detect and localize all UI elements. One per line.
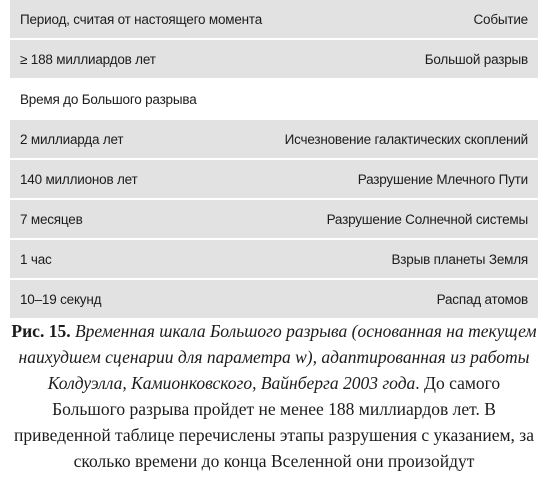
table-row <box>10 120 538 158</box>
row-period: 7 месяцев <box>20 211 83 227</box>
figure-caption <box>10 318 538 474</box>
caption-lead: Рис. 15. <box>11 321 71 341</box>
row-period: ≥ 188 миллиардов лет <box>20 51 156 67</box>
row-period: 140 миллионов лет <box>20 171 138 187</box>
row-event: Взрыв планеты Земля <box>391 251 528 267</box>
table-row <box>10 160 538 198</box>
table-header-row <box>10 0 538 38</box>
timeline-table <box>10 0 538 318</box>
header-event: Событие <box>473 11 528 27</box>
row-event: Разрушение Млечного Пути <box>357 171 528 187</box>
table-row <box>10 200 538 238</box>
row-event: Разрушение Солнечной системы <box>326 211 528 227</box>
row-period: 1 час <box>20 251 52 267</box>
row-period: 2 миллиарда лет <box>20 131 124 147</box>
caption-italic-part: Временная шкала Большого разрыва (основанная на текущем наихудшем сценарии для параметра w), адаптированная из работы Колдуэлла, Камионковского, Вайнберга 2003 года <box>18 321 537 393</box>
header-period: Период, считая от настоящего момента <box>20 11 263 27</box>
table-row <box>10 280 538 318</box>
table-row <box>10 40 538 78</box>
row-event: Распад атомов <box>436 291 528 307</box>
section-label-row <box>10 80 538 118</box>
table-row <box>10 240 538 278</box>
row-period: 10–19 секунд <box>20 291 102 307</box>
row-event: Большой разрыв <box>424 51 528 67</box>
section-label: Время до Большого разрыва <box>20 91 197 107</box>
caption-rest: . До самого Большого разрыва пройдет не менее 188 миллиардов лет. В приведенной таблице перечислены этапы разрушения с указанием, за сколько времени до конца Вселенной они произойдут <box>13 373 534 471</box>
row-event: Исчезновение галактических скоплений <box>284 131 528 147</box>
